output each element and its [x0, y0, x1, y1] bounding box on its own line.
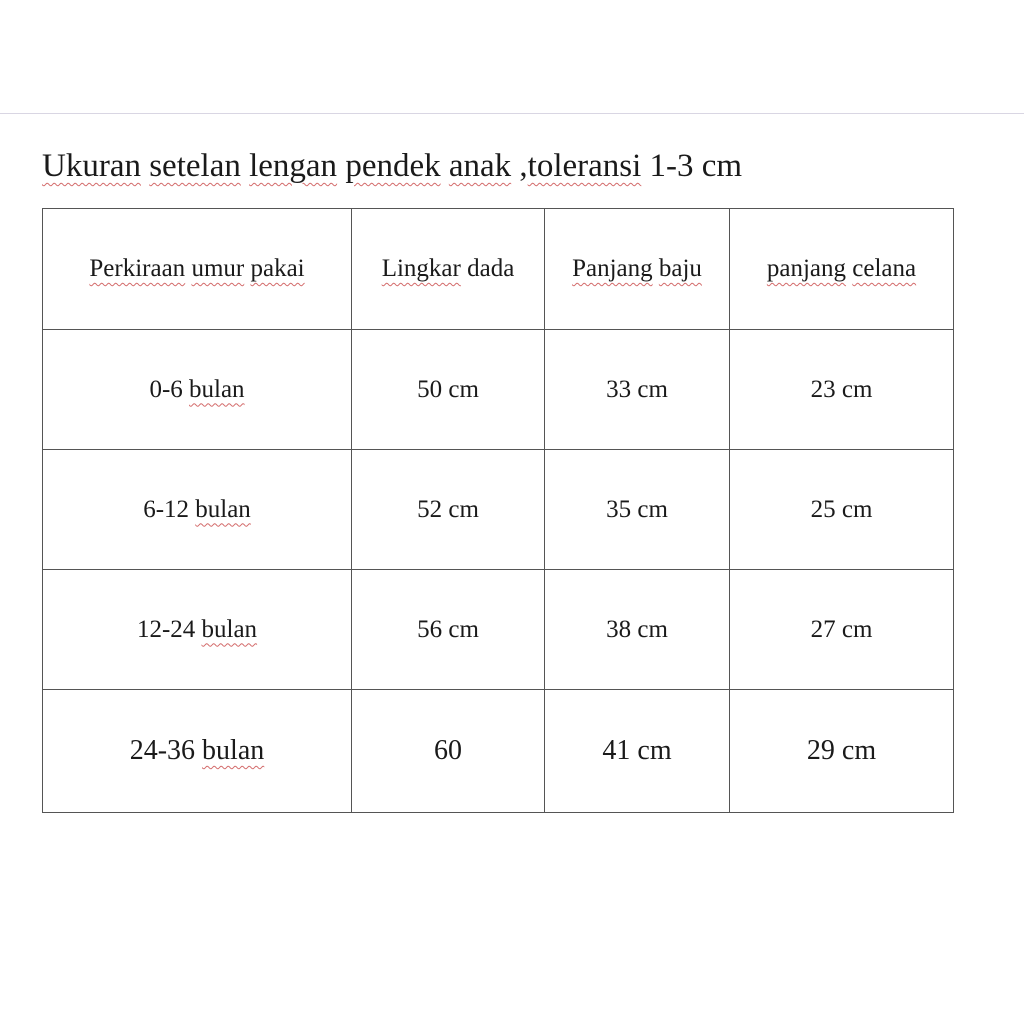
- text-run: 0-6: [149, 375, 190, 403]
- text-run: 24-36: [129, 735, 203, 766]
- text-run: 29 cm: [806, 735, 877, 766]
- text-run: [241, 148, 249, 184]
- table-row: [43, 450, 954, 570]
- size-table: [42, 208, 954, 813]
- spellcheck-word: bulan: [195, 495, 251, 523]
- text-run: 6-12: [143, 495, 196, 523]
- text-run: 12-24: [136, 615, 202, 643]
- text-run: 25 cm: [810, 495, 873, 523]
- cell-age: [43, 330, 352, 450]
- text-run: dada: [460, 255, 515, 282]
- spellcheck-word: lengan: [249, 148, 338, 184]
- spellcheck-word: bulan: [201, 615, 258, 643]
- header-chest: [352, 209, 545, 330]
- cell-pants-length: [730, 330, 954, 450]
- text-run: 35 cm: [606, 495, 668, 523]
- spellcheck-word: umur: [191, 255, 245, 282]
- cell-chest: [352, 450, 545, 570]
- cell-shirt-length: [545, 330, 730, 450]
- table-header-row: [43, 209, 954, 330]
- spellcheck-word: panjang: [766, 255, 847, 282]
- text-run: 50 cm: [417, 375, 479, 403]
- text-run: 23 cm: [810, 375, 873, 403]
- ruler-divider: [0, 113, 1024, 114]
- cell-shirt-length: [545, 450, 730, 570]
- header-age: [43, 209, 352, 330]
- cell-chest: [352, 330, 545, 450]
- text-run: [441, 148, 449, 184]
- spellcheck-word: Panjang: [572, 255, 653, 282]
- table-row: [43, 690, 954, 813]
- table-row: [43, 330, 954, 450]
- text-run: ,: [511, 148, 528, 184]
- spellcheck-word: toleransi: [527, 148, 642, 184]
- cell-shirt-length: [545, 570, 730, 690]
- cell-age: [43, 450, 352, 570]
- document-title: [42, 140, 742, 192]
- cell-age: [43, 690, 352, 813]
- text-run: 27 cm: [810, 615, 873, 643]
- cell-chest: [352, 690, 545, 813]
- spellcheck-word: anak: [448, 148, 512, 184]
- text-run: 56 cm: [417, 615, 479, 643]
- cell-shirt-length: [545, 690, 730, 813]
- spellcheck-word: pakai: [250, 255, 305, 282]
- spellcheck-word: Lingkar: [381, 255, 461, 282]
- cell-pants-length: [730, 570, 954, 690]
- text-run: 33 cm: [606, 375, 668, 403]
- cell-pants-length: [730, 450, 954, 570]
- spellcheck-word: bulan: [202, 735, 265, 766]
- text-run: 52 cm: [417, 495, 479, 523]
- spellcheck-word: celana: [852, 255, 917, 282]
- text-run: [141, 148, 149, 184]
- header-shirt-length: [545, 209, 730, 330]
- cell-age: [43, 570, 352, 690]
- spellcheck-word: pendek: [345, 148, 441, 184]
- header-pants-length: [730, 209, 954, 330]
- spellcheck-word: baju: [658, 255, 702, 282]
- cell-pants-length: [730, 690, 954, 813]
- spellcheck-word: bulan: [189, 375, 245, 403]
- text-run: 38 cm: [606, 615, 668, 643]
- table-row: [43, 570, 954, 690]
- text-run: 41 cm: [602, 735, 672, 766]
- spellcheck-word: Ukuran: [42, 148, 141, 184]
- text-run: 60: [434, 735, 462, 766]
- spellcheck-word: Perkiraan: [89, 255, 186, 282]
- spellcheck-word: setelan: [149, 148, 241, 184]
- text-run: 1-3 cm: [641, 148, 743, 184]
- cell-chest: [352, 570, 545, 690]
